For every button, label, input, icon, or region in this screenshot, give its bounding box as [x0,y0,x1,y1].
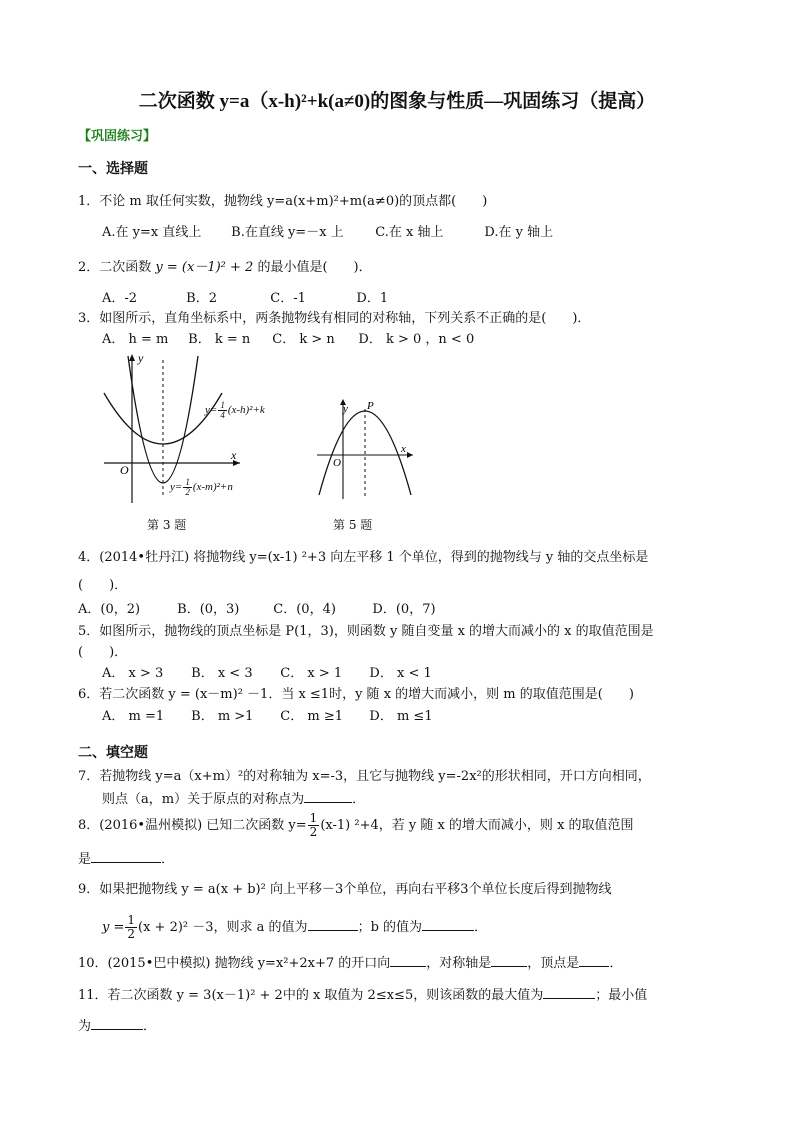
question-1: 1．不论 m 取任何实数，抛物线 y=a(x+m)²+m(a≠0)的顶点都( ) [78,194,488,209]
answer-blank[interactable] [422,918,474,931]
parabola-upper-label: y= $\frac{1}{4}$ (x-h)²+k [205,400,265,420]
y-axis-label: y [138,351,144,365]
question-8-line2: 是 ． [78,852,175,867]
origin-label: O [333,457,341,469]
option: D． x < 1 [369,666,432,681]
option: B． m >1 [191,709,254,724]
option: C． m ≥1 [280,709,343,724]
figure-3-caption: 第 3 题 [147,518,187,532]
question-4-paren: ( )． [78,578,128,593]
question-1-options [102,221,553,240]
question-5: 5．如图所示，抛物线的顶点坐标是 P(1，3)，则函数 y 随自变量 x 的增大而减小的 x 的取值范围是 [78,624,654,639]
page-title: 二次函数 y=a（x-h)²+k(a≠0)的图象与性质—巩固练习（提高） [138,91,656,112]
answer-blank[interactable] [91,850,161,863]
question-6-options [102,705,433,724]
answer-blank[interactable] [91,1017,143,1030]
formula: y = (x－1)² + 2 [155,260,254,275]
option: A．-2 [102,291,138,306]
answer-blank[interactable] [491,954,527,967]
section-heading-choice: 一、选择题 [78,161,148,177]
option: A． h = m [102,332,169,347]
answer-blank[interactable] [543,986,595,999]
question-5-options [102,662,432,681]
y-axis-label: y [343,403,348,415]
answer-blank[interactable] [308,918,358,931]
question-4-options [78,598,436,617]
section-tag: 【巩固练习】 [78,129,157,144]
option: A.在 y=x 直线上 [102,225,202,240]
option: B．(0，3) [177,602,240,617]
option: B．2 [186,291,217,306]
question-10: 10．(2015•巴中模拟) 抛物线 y=x²+2x+7 的开口向 ，对称轴是 ，顶点是 ． [78,956,623,971]
option: D.在 y 轴上 [484,225,554,240]
x-axis-label: x [401,443,406,455]
answer-blank[interactable] [390,954,426,967]
answer-blank[interactable] [579,954,609,967]
question-8: 8．(2016•温州模拟) 已知二次函数 y= $\frac{1}{2}$ (x-1) ²+4，若 y 随 x 的增大而减小，则 x 的取值范围 [78,811,634,839]
question-3-options [102,328,474,347]
question-6: 6．若二次函数 y = (x－m)² －1．当 x ≤1时，y 随 x 的增大而减小，则 m 的取值范围是( ) [78,687,634,702]
y-axis-arrow [129,354,135,361]
question-4: 4．(2014•牡丹江) 将抛物线 y=(x-1) ²+3 向左平移 1 个单位，得到的抛物线与 y 轴的交点坐标是 [78,550,649,565]
option: A．(0，2) [78,602,141,617]
option: B． k = n [188,332,251,347]
question-11-line2: 为 ． [78,1019,157,1034]
x-axis-label: x [231,448,237,462]
question-9-line2: y = $\frac{1}{2}$ (x + 2)² －3，则求 a 的值为 ；b 的值为 ． [102,913,488,941]
option: C． k > n [272,332,335,347]
question-7-line2: 则点（a，m）关于原点的对称点为 ． [102,792,366,807]
option: D．(0，7) [372,602,436,617]
question-2-options [102,287,388,306]
fraction: $\frac{1}{2}$ [309,811,318,839]
question-text: 2．二次函数 [78,260,152,275]
figure-5-caption: 第 5 题 [333,518,373,532]
origin-label: O [120,463,129,477]
question-2 [78,256,372,275]
section-heading-fill: 二、填空题 [78,745,148,761]
question-9: 9．如果把抛物线 y = a(x + b)² 向上平移－3个单位，再向右平移3个单位长度后得到抛物线 [78,882,612,897]
option: A． x > 3 [102,666,164,681]
figure-5-graph [315,395,415,505]
question-3: 3．如图所示，直角坐标系中，两条抛物线有相同的对称轴，下列关系不正确的是( )． [78,311,591,326]
option: B.在直线 y=－x 上 [231,225,344,240]
question-text: 的最小值是( )． [257,260,372,275]
x-axis-arrow [407,452,413,458]
option: D． m ≤1 [369,709,433,724]
option: D．1 [356,291,389,306]
question-7: 7．若抛物线 y=a（x+m）²的对称轴为 x=-3，且它与抛物线 y=-2x²的形状相同，开口方向相同， [78,769,651,784]
option: B． x < 3 [191,666,253,681]
option: C.在 x 轴上 [375,225,444,240]
vertex-label: P [367,400,374,412]
question-5-paren: ( )． [78,645,128,660]
option: C．(0，4) [273,602,336,617]
question-11: 11．若二次函数 y = 3(x－1)² + 2中的 x 取值为 2≤x≤5，则该函数的最大值为 ；最小值 [78,988,648,1003]
parabola-lower-label: y= $\frac{1}{2}$ (x-m)²+n [170,477,233,497]
fraction: $\frac{1}{2}$ [127,913,136,941]
option: D． k > 0 ，n < 0 [358,332,475,347]
option: C． x > 1 [280,666,343,681]
option: C．-1 [270,291,306,306]
answer-blank[interactable] [304,790,352,803]
option: A． m =1 [102,709,165,724]
